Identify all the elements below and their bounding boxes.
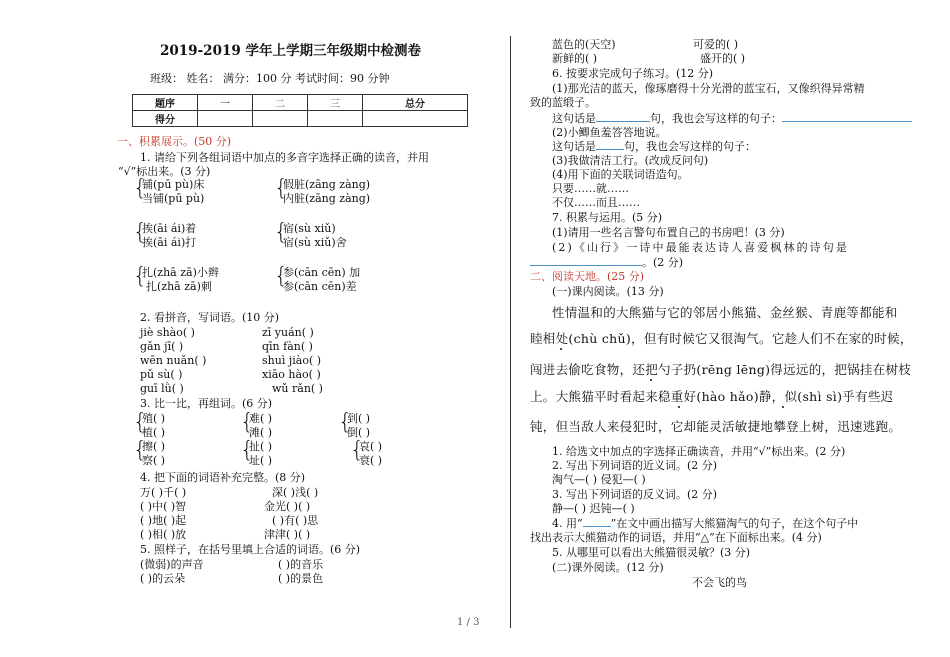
q3-text: 3. 比一比，再组词。(6 分) [140,397,273,410]
fill-item: 金光( )( ) [264,500,311,513]
match-item: 可爱的( ) [693,38,739,51]
column-divider [510,36,511,628]
compare-item: 倒( ) [347,426,371,439]
brace-icon: { [274,264,288,289]
reading-question: 3. 写出下列词语的反义词。(2 分) [552,488,718,501]
compare-item: 扯( ) [249,440,273,453]
q5-text: 5. 照样子，在括号里填上合适的词语。(6 分) [140,543,361,556]
table-cell: 得分 [133,111,198,127]
table-cell [198,111,253,127]
compare-item: 察( ) [142,454,166,467]
brace-icon: { [240,410,254,435]
match-item: ( )的景色 [278,572,324,585]
table-cell: 总分 [363,95,468,111]
table-cell: 一 [198,95,253,111]
section-1-heading: 一、积累展示。(50 分) [117,135,232,148]
pinyin-item: pǔ sù( ) [140,368,183,381]
fill-item: 深( )浅( ) [272,486,319,499]
brace-icon: { [240,438,254,463]
compare-item: 殖( ) [142,412,166,425]
sentence-text: (4)用下面的关联词语造句。 [552,168,689,181]
pron-item: 挨(āi ái)着 [142,222,197,235]
answer-line-1: 这句话是 句，我也会写这样的句子： [552,112,912,126]
fill-item: 津津( )( ) [264,528,311,541]
q2-text: 2. 看拼音，写词语。(10 分) [140,311,280,324]
brace-icon: { [133,410,147,435]
compare-item: 难( ) [249,412,273,425]
reading-question: 淘气—( ) 侵犯—( ) [552,473,646,486]
page-number: 1 / 3 [457,617,480,628]
pinyin-item: wǔ rǎn( ) [272,382,323,395]
pinyin-item: gǎn jī( ) [140,340,184,353]
story-title: 不会飞的鸟 [692,576,747,589]
pinyin-item: guī lǜ( ) [140,382,184,395]
compare-item: 哀( ) [359,440,383,453]
table-cell [363,111,468,127]
q1-text: 1. 请给下列各组词语中加点的多音字选择正确的读音，并用 [140,151,429,164]
pron-item: 扎(zhā zā)刺 [146,280,212,293]
reading-question: 5. 从哪里可以看出大熊猫很灵敏？(3 分) [552,546,751,559]
match-item: ( )的云朵 [140,572,186,585]
brace-icon: { [133,220,147,245]
brace-icon: { [338,410,352,435]
brace-icon: { [133,176,147,201]
sentence-text: 不仅……而且…… [552,196,640,209]
pron-item: 参(cān cēn) 加 [283,266,361,279]
table-cell: 题序 [133,95,198,111]
reading-question: 静—( ) 迟钝—( ) [552,502,635,515]
passage-line: 上。大熊猫平时看起来稳重好(hào hǎo)静，似(shì sì)乎有些迟 [530,389,894,404]
compare-item: 衰( ) [359,454,383,467]
fill-item: ( )中( )智 [140,500,187,513]
pron-item: 宿(sù xiǔ)舍 [283,236,347,249]
table-cell: 二 [253,95,308,111]
pinyin-item: shuì jiào( ) [262,354,322,367]
answer-line-2: 这句话是 句，我也会写这样的句子： [552,140,756,153]
fill-item: 万( )千( ) [140,486,187,499]
emphasis-dot-icon [782,406,784,408]
section-2-heading: 二、阅读天地。(25 分) [530,270,645,283]
reading-question: 2. 写出下列词语的近义词。(2 分) [552,459,718,472]
pinyin-item: wēn nuǎn( ) [140,354,207,367]
pinyin-item: xiāo hào( ) [262,368,321,381]
pinyin-item: qīn fàn( ) [262,340,313,353]
fill-item: ( )相( )放 [140,528,187,541]
sentence-text: (2)小鲫鱼羞答答地说。 [552,126,667,139]
table-cell: 三 [308,95,363,111]
pron-item: 内脏(zāng zàng) [283,192,371,205]
table-row [133,95,468,111]
emphasis-dot-icon [678,406,680,408]
q7-text: 7. 积累与运用。(5 分) [552,211,663,224]
passage-line: 钝，但当敌人来侵犯时，它却能灵活敏捷地攀登上树，迅速逃跑。 [530,419,902,434]
q6-text: 6. 按要求完成句子练习。(12 分) [552,67,714,80]
score-table [132,94,468,127]
compare-item: 植( ) [142,426,166,439]
reading-question: 1. 给选文中加点的字选择正确读音，并用“√”标出来。(2 分) [552,445,846,458]
exam-title: 2019-2019 学年上学期三年级期中检测卷 [160,43,421,59]
compare-item: 滩( ) [249,426,273,439]
sentence-text: 致的蓝缎子。 [530,96,596,109]
brace-icon: { [274,176,288,201]
pron-item: 假脏(zāng zàng) [283,178,371,191]
subsection-heading: (一)课内阅读。(13 分) [552,285,664,298]
exam-info: 班级： 姓名： 满分：100 分 考试时间：90 分钟 [150,72,390,85]
sentence-text: (1)请用一些名言警句布置自己的书房吧！(3 分) [552,226,785,239]
sentence-text: (2)《山行》一诗中最能表达诗人喜爱枫林的诗句是 [552,241,849,254]
pinyin-item: jiè shào( ) [140,326,195,339]
pron-item: 扎(zhā zā)小辫 [142,266,219,279]
compare-item: 到( ) [347,412,371,425]
sentence-text: (3)我做清洁工行。(改成反问句) [552,154,709,167]
fill-item: ( )地( )起 [140,514,187,527]
emphasis-dot-icon [560,348,562,350]
subsection-heading: (二)课外阅读。(12 分) [552,561,664,574]
pron-item: 铺(pū pù)床 [142,178,205,191]
q4-text: 4. 把下面的词语补充完整。(8 分) [140,471,306,484]
match-item: ( )的音乐 [278,558,324,571]
brace-icon: { [350,438,364,463]
reading-question: 4. 用“ ”在文中画出描写大熊猫淘气的句子，在这个句子中 [552,517,859,530]
answer-line-3: 。(2 分) [530,256,683,270]
q1-text-2: “√”标出来。(3 分) [118,165,211,178]
match-item: 新鲜的( ) [552,52,598,65]
table-cell [253,111,308,127]
sentence-text: 只要……就…… [552,182,629,195]
emphasis-dot-icon [650,379,652,381]
match-item: 蓝色的(天空) [552,38,616,51]
sentence-text: (1)那光洁的蓝天，像琢磨得十分光滑的蓝宝石，又像织得异常精 [552,82,865,95]
brace-icon: { [133,438,147,463]
passage-line: 性情温和的大熊猫与它的邻居小熊猫、金丝猴、青鹿等都能和 [552,305,898,320]
compare-item: 址( ) [249,454,273,467]
fill-item: ( )有( )思 [272,514,319,527]
table-cell [308,111,363,127]
pron-item: 宿(sù xiǔ) [283,222,336,235]
pron-item: 参(cān cēn)差 [283,280,357,293]
pron-item: 当铺(pū pù) [142,192,205,205]
pinyin-item: zī yuán( ) [262,326,314,339]
passage-line: 闯进去偷吃食物，还把勺子扔(rēng lēng)得远远的，把锅挂在树枝 [530,362,912,377]
brace-icon: { [133,264,147,289]
table-row [133,111,468,127]
pron-item: 挨(āi ái)打 [142,236,197,249]
brace-icon: { [274,220,288,245]
compare-item: 擦( ) [142,440,166,453]
passage-line: 睦相处(chù chǔ)，但有时候它又很淘气。它趁人们不在家的时候， [530,331,913,346]
match-item: (微弱)的声音 [140,558,204,571]
reading-question: 找出表示大熊猫动作的词语，并用“△”在下面标出来。(4 分) [530,531,822,544]
match-item: 盛开的( ) [700,52,746,65]
